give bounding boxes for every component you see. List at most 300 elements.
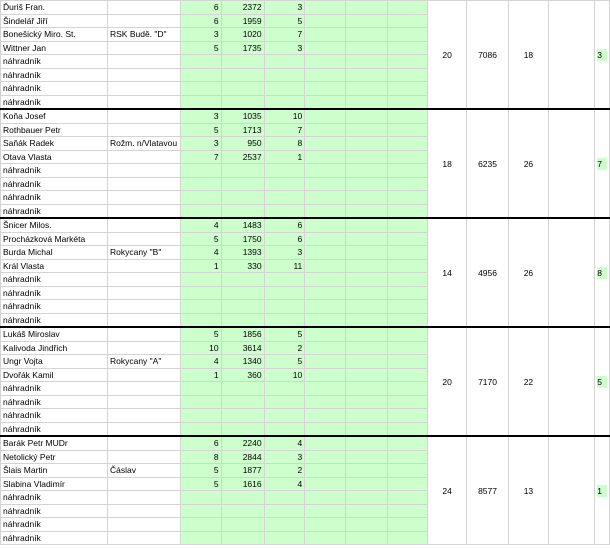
- team-total-count-cell[interactable]: 18: [427, 109, 467, 218]
- score-cell[interactable]: [221, 55, 264, 69]
- place-cell[interactable]: [264, 531, 305, 545]
- score-cell[interactable]: [221, 395, 264, 409]
- empty-green-cell[interactable]: [387, 246, 427, 260]
- team-total-count-cell[interactable]: 20: [427, 1, 467, 110]
- empty-green-cell[interactable]: [387, 368, 427, 382]
- player-name-cell[interactable]: Ďuriš Fran.: [1, 1, 108, 15]
- club-cell[interactable]: [107, 55, 180, 69]
- count-cell[interactable]: [180, 164, 221, 178]
- empty-cell[interactable]: [549, 327, 595, 436]
- team-rank-cell[interactable]: [595, 1, 610, 110]
- score-cell[interactable]: [221, 531, 264, 545]
- score-cell[interactable]: 2537: [221, 150, 264, 164]
- empty-green-cell[interactable]: [346, 123, 387, 137]
- score-cell[interactable]: [221, 518, 264, 532]
- empty-green-cell[interactable]: [346, 150, 387, 164]
- empty-green-cell[interactable]: [346, 28, 387, 42]
- club-cell[interactable]: [107, 1, 180, 15]
- count-cell[interactable]: [180, 504, 221, 518]
- count-cell[interactable]: [180, 395, 221, 409]
- team-total-place-cell[interactable]: 13: [508, 436, 549, 545]
- place-cell[interactable]: [264, 409, 305, 423]
- score-cell[interactable]: [221, 409, 264, 423]
- count-cell[interactable]: 1: [180, 368, 221, 382]
- place-cell[interactable]: 10: [264, 368, 305, 382]
- count-cell[interactable]: 10: [180, 341, 221, 355]
- empty-green-cell[interactable]: [346, 504, 387, 518]
- empty-green-cell[interactable]: [346, 191, 387, 205]
- club-cell[interactable]: [107, 436, 180, 450]
- empty-green-cell[interactable]: [305, 246, 346, 260]
- place-cell[interactable]: [264, 491, 305, 505]
- place-cell[interactable]: 7: [264, 28, 305, 42]
- player-name-cell[interactable]: Slabina Vladimír: [1, 477, 108, 491]
- empty-green-cell[interactable]: [305, 313, 346, 327]
- empty-green-cell[interactable]: [305, 518, 346, 532]
- club-cell[interactable]: [107, 504, 180, 518]
- empty-green-cell[interactable]: [387, 477, 427, 491]
- empty-green-cell[interactable]: [346, 41, 387, 55]
- empty-green-cell[interactable]: [387, 450, 427, 464]
- player-name-cell[interactable]: Lukáš Miroslav: [1, 327, 108, 341]
- team-total-count-cell[interactable]: 20: [427, 327, 467, 436]
- player-name-cell[interactable]: Dvořák Kamil: [1, 368, 108, 382]
- empty-green-cell[interactable]: [387, 531, 427, 545]
- empty-green-cell[interactable]: [346, 341, 387, 355]
- empty-green-cell[interactable]: [346, 436, 387, 450]
- place-cell[interactable]: 7: [264, 123, 305, 137]
- empty-green-cell[interactable]: [346, 14, 387, 28]
- empty-green-cell[interactable]: [346, 395, 387, 409]
- place-cell[interactable]: 8: [264, 137, 305, 151]
- count-cell[interactable]: 3: [180, 137, 221, 151]
- count-cell[interactable]: 8: [180, 450, 221, 464]
- empty-cell[interactable]: [549, 1, 595, 110]
- place-cell[interactable]: [264, 95, 305, 109]
- empty-green-cell[interactable]: [305, 422, 346, 436]
- empty-green-cell[interactable]: [346, 164, 387, 178]
- count-cell[interactable]: 5: [180, 477, 221, 491]
- club-cell[interactable]: [107, 164, 180, 178]
- empty-green-cell[interactable]: [305, 68, 346, 82]
- club-cell[interactable]: [107, 218, 180, 232]
- team-rank-cell[interactable]: [595, 436, 610, 545]
- team-total-count-cell[interactable]: 24: [427, 436, 467, 545]
- player-name-cell[interactable]: Král Vlasta: [1, 259, 108, 273]
- empty-green-cell[interactable]: [387, 300, 427, 314]
- empty-green-cell[interactable]: [305, 382, 346, 396]
- place-cell[interactable]: 5: [264, 355, 305, 369]
- place-cell[interactable]: 4: [264, 436, 305, 450]
- player-name-cell[interactable]: náhradník: [1, 95, 108, 109]
- count-cell[interactable]: [180, 68, 221, 82]
- place-cell[interactable]: 4: [264, 477, 305, 491]
- score-cell[interactable]: 1959: [221, 14, 264, 28]
- score-cell[interactable]: [221, 300, 264, 314]
- count-cell[interactable]: [180, 422, 221, 436]
- count-cell[interactable]: [180, 409, 221, 423]
- count-cell[interactable]: [180, 95, 221, 109]
- place-cell[interactable]: [264, 68, 305, 82]
- empty-cell[interactable]: [549, 218, 595, 327]
- empty-green-cell[interactable]: [387, 68, 427, 82]
- club-cell[interactable]: [107, 450, 180, 464]
- player-name-cell[interactable]: Ungr Vojta: [1, 355, 108, 369]
- count-cell[interactable]: 6: [180, 14, 221, 28]
- empty-green-cell[interactable]: [387, 164, 427, 178]
- player-name-cell[interactable]: náhradník: [1, 491, 108, 505]
- team-total-score-cell[interactable]: 6235: [467, 109, 508, 218]
- club-cell[interactable]: [107, 395, 180, 409]
- team-total-place-cell[interactable]: 26: [508, 218, 549, 327]
- count-cell[interactable]: [180, 204, 221, 218]
- count-cell[interactable]: [180, 382, 221, 396]
- team-total-place-cell[interactable]: 22: [508, 327, 549, 436]
- score-cell[interactable]: 3614: [221, 341, 264, 355]
- empty-green-cell[interactable]: [387, 137, 427, 151]
- score-cell[interactable]: [221, 273, 264, 287]
- score-cell[interactable]: 2240: [221, 436, 264, 450]
- empty-green-cell[interactable]: [346, 368, 387, 382]
- score-cell[interactable]: [221, 95, 264, 109]
- score-cell[interactable]: 1393: [221, 246, 264, 260]
- empty-green-cell[interactable]: [305, 477, 346, 491]
- player-name-cell[interactable]: Barák Petr MUDr: [1, 436, 108, 450]
- score-cell[interactable]: 1735: [221, 41, 264, 55]
- place-cell[interactable]: 3: [264, 1, 305, 15]
- count-cell[interactable]: [180, 286, 221, 300]
- empty-green-cell[interactable]: [305, 150, 346, 164]
- club-cell[interactable]: [107, 518, 180, 532]
- count-cell[interactable]: [180, 491, 221, 505]
- empty-cell[interactable]: [549, 109, 595, 218]
- player-name-cell[interactable]: náhradník: [1, 382, 108, 396]
- empty-green-cell[interactable]: [346, 177, 387, 191]
- place-cell[interactable]: 6: [264, 232, 305, 246]
- place-cell[interactable]: [264, 422, 305, 436]
- count-cell[interactable]: [180, 177, 221, 191]
- count-cell[interactable]: [180, 531, 221, 545]
- empty-green-cell[interactable]: [387, 518, 427, 532]
- club-cell[interactable]: Rokycany "A": [107, 355, 180, 369]
- empty-green-cell[interactable]: [305, 300, 346, 314]
- club-cell[interactable]: [107, 232, 180, 246]
- empty-green-cell[interactable]: [387, 395, 427, 409]
- player-name-cell[interactable]: náhradník: [1, 68, 108, 82]
- place-cell[interactable]: [264, 177, 305, 191]
- count-cell[interactable]: 7: [180, 150, 221, 164]
- club-cell[interactable]: [107, 191, 180, 205]
- score-cell[interactable]: 330: [221, 259, 264, 273]
- player-name-cell[interactable]: Šindelář Jiří: [1, 14, 108, 28]
- empty-green-cell[interactable]: [305, 368, 346, 382]
- club-cell[interactable]: [107, 95, 180, 109]
- count-cell[interactable]: 5: [180, 232, 221, 246]
- empty-green-cell[interactable]: [387, 232, 427, 246]
- empty-green-cell[interactable]: [387, 286, 427, 300]
- club-cell[interactable]: [107, 409, 180, 423]
- club-cell[interactable]: [107, 14, 180, 28]
- empty-green-cell[interactable]: [387, 313, 427, 327]
- player-name-cell[interactable]: Rothbauer Petr: [1, 123, 108, 137]
- place-cell[interactable]: [264, 55, 305, 69]
- empty-green-cell[interactable]: [387, 382, 427, 396]
- empty-green-cell[interactable]: [305, 355, 346, 369]
- score-cell[interactable]: [221, 504, 264, 518]
- place-cell[interactable]: 2: [264, 341, 305, 355]
- empty-green-cell[interactable]: [346, 109, 387, 123]
- player-name-cell[interactable]: náhradník: [1, 300, 108, 314]
- place-cell[interactable]: [264, 164, 305, 178]
- empty-green-cell[interactable]: [305, 436, 346, 450]
- club-cell[interactable]: [107, 382, 180, 396]
- player-name-cell[interactable]: Netolický Petr: [1, 450, 108, 464]
- empty-green-cell[interactable]: [305, 164, 346, 178]
- empty-green-cell[interactable]: [346, 355, 387, 369]
- club-cell[interactable]: [107, 531, 180, 545]
- count-cell[interactable]: [180, 300, 221, 314]
- club-cell[interactable]: [107, 368, 180, 382]
- score-cell[interactable]: 1616: [221, 477, 264, 491]
- place-cell[interactable]: [264, 286, 305, 300]
- count-cell[interactable]: 4: [180, 355, 221, 369]
- empty-green-cell[interactable]: [387, 109, 427, 123]
- score-cell[interactable]: 1877: [221, 464, 264, 478]
- empty-green-cell[interactable]: [346, 232, 387, 246]
- empty-green-cell[interactable]: [387, 259, 427, 273]
- empty-green-cell[interactable]: [305, 82, 346, 96]
- player-name-cell[interactable]: náhradník: [1, 177, 108, 191]
- empty-green-cell[interactable]: [346, 300, 387, 314]
- score-cell[interactable]: [221, 286, 264, 300]
- place-cell[interactable]: [264, 395, 305, 409]
- empty-green-cell[interactable]: [346, 464, 387, 478]
- club-cell[interactable]: RSK Budě. "D": [107, 28, 180, 42]
- club-cell[interactable]: [107, 123, 180, 137]
- score-cell[interactable]: 1713: [221, 123, 264, 137]
- club-cell[interactable]: [107, 259, 180, 273]
- place-cell[interactable]: 5: [264, 327, 305, 341]
- team-rank-cell[interactable]: [595, 327, 610, 436]
- empty-green-cell[interactable]: [387, 218, 427, 232]
- club-cell[interactable]: [107, 150, 180, 164]
- empty-green-cell[interactable]: [346, 273, 387, 287]
- score-cell[interactable]: 1035: [221, 109, 264, 123]
- empty-green-cell[interactable]: [305, 41, 346, 55]
- empty-green-cell[interactable]: [346, 82, 387, 96]
- place-cell[interactable]: 6: [264, 218, 305, 232]
- club-cell[interactable]: [107, 422, 180, 436]
- empty-green-cell[interactable]: [346, 313, 387, 327]
- player-name-cell[interactable]: Saňák Radek: [1, 137, 108, 151]
- empty-green-cell[interactable]: [305, 123, 346, 137]
- count-cell[interactable]: 5: [180, 464, 221, 478]
- place-cell[interactable]: [264, 273, 305, 287]
- empty-green-cell[interactable]: [387, 55, 427, 69]
- empty-green-cell[interactable]: [305, 191, 346, 205]
- empty-green-cell[interactable]: [305, 14, 346, 28]
- empty-green-cell[interactable]: [387, 436, 427, 450]
- empty-green-cell[interactable]: [346, 218, 387, 232]
- club-cell[interactable]: [107, 82, 180, 96]
- place-cell[interactable]: [264, 191, 305, 205]
- empty-green-cell[interactable]: [305, 28, 346, 42]
- player-name-cell[interactable]: Wittner Jan: [1, 41, 108, 55]
- empty-green-cell[interactable]: [387, 41, 427, 55]
- empty-green-cell[interactable]: [346, 491, 387, 505]
- score-cell[interactable]: 950: [221, 137, 264, 151]
- team-total-place-cell[interactable]: 26: [508, 109, 549, 218]
- empty-green-cell[interactable]: [387, 355, 427, 369]
- player-name-cell[interactable]: náhradník: [1, 204, 108, 218]
- place-cell[interactable]: [264, 82, 305, 96]
- player-name-cell[interactable]: náhradník: [1, 55, 108, 69]
- player-name-cell[interactable]: náhradník: [1, 531, 108, 545]
- player-name-cell[interactable]: náhradník: [1, 395, 108, 409]
- empty-green-cell[interactable]: [346, 327, 387, 341]
- score-cell[interactable]: [221, 313, 264, 327]
- count-cell[interactable]: 3: [180, 28, 221, 42]
- count-cell[interactable]: [180, 518, 221, 532]
- club-cell[interactable]: [107, 477, 180, 491]
- team-total-score-cell[interactable]: 4956: [467, 218, 508, 327]
- team-total-score-cell[interactable]: 8577: [467, 436, 508, 545]
- empty-green-cell[interactable]: [387, 409, 427, 423]
- empty-green-cell[interactable]: [305, 259, 346, 273]
- count-cell[interactable]: [180, 191, 221, 205]
- team-rank-cell[interactable]: [595, 218, 610, 327]
- player-name-cell[interactable]: náhradník: [1, 504, 108, 518]
- score-cell[interactable]: 1750: [221, 232, 264, 246]
- score-cell[interactable]: 360: [221, 368, 264, 382]
- place-cell[interactable]: 5: [264, 14, 305, 28]
- count-cell[interactable]: 4: [180, 246, 221, 260]
- empty-green-cell[interactable]: [305, 137, 346, 151]
- team-rank-cell[interactable]: [595, 109, 610, 218]
- score-cell[interactable]: [221, 191, 264, 205]
- count-cell[interactable]: 3: [180, 109, 221, 123]
- player-name-cell[interactable]: náhradník: [1, 286, 108, 300]
- empty-green-cell[interactable]: [305, 218, 346, 232]
- empty-green-cell[interactable]: [346, 518, 387, 532]
- score-cell[interactable]: [221, 164, 264, 178]
- place-cell[interactable]: 2: [264, 464, 305, 478]
- club-cell[interactable]: [107, 341, 180, 355]
- empty-green-cell[interactable]: [305, 409, 346, 423]
- score-cell[interactable]: 1340: [221, 355, 264, 369]
- empty-green-cell[interactable]: [346, 95, 387, 109]
- empty-green-cell[interactable]: [346, 477, 387, 491]
- empty-green-cell[interactable]: [305, 55, 346, 69]
- empty-green-cell[interactable]: [387, 341, 427, 355]
- empty-green-cell[interactable]: [305, 531, 346, 545]
- player-name-cell[interactable]: Procházková Markéta: [1, 232, 108, 246]
- empty-green-cell[interactable]: [305, 1, 346, 15]
- empty-green-cell[interactable]: [387, 422, 427, 436]
- empty-green-cell[interactable]: [387, 491, 427, 505]
- player-name-cell[interactable]: Otava Vlasta: [1, 150, 108, 164]
- score-cell[interactable]: [221, 177, 264, 191]
- count-cell[interactable]: [180, 313, 221, 327]
- empty-green-cell[interactable]: [387, 82, 427, 96]
- player-name-cell[interactable]: Koňa Josef: [1, 109, 108, 123]
- player-name-cell[interactable]: náhradník: [1, 518, 108, 532]
- place-cell[interactable]: 3: [264, 41, 305, 55]
- empty-green-cell[interactable]: [387, 14, 427, 28]
- empty-green-cell[interactable]: [305, 504, 346, 518]
- empty-green-cell[interactable]: [305, 286, 346, 300]
- empty-green-cell[interactable]: [305, 464, 346, 478]
- place-cell[interactable]: [264, 382, 305, 396]
- player-name-cell[interactable]: Šlais Martin: [1, 464, 108, 478]
- empty-green-cell[interactable]: [305, 327, 346, 341]
- empty-green-cell[interactable]: [387, 95, 427, 109]
- empty-green-cell[interactable]: [346, 68, 387, 82]
- club-cell[interactable]: [107, 109, 180, 123]
- empty-green-cell[interactable]: [346, 382, 387, 396]
- count-cell[interactable]: [180, 55, 221, 69]
- score-cell[interactable]: 1020: [221, 28, 264, 42]
- score-cell[interactable]: 2844: [221, 450, 264, 464]
- place-cell[interactable]: 1: [264, 150, 305, 164]
- club-cell[interactable]: [107, 300, 180, 314]
- score-cell[interactable]: [221, 82, 264, 96]
- club-cell[interactable]: [107, 491, 180, 505]
- club-cell[interactable]: [107, 68, 180, 82]
- club-cell[interactable]: [107, 41, 180, 55]
- empty-green-cell[interactable]: [387, 177, 427, 191]
- player-name-cell[interactable]: náhradník: [1, 409, 108, 423]
- player-name-cell[interactable]: náhradník: [1, 164, 108, 178]
- place-cell[interactable]: [264, 300, 305, 314]
- count-cell[interactable]: [180, 273, 221, 287]
- place-cell[interactable]: [264, 518, 305, 532]
- place-cell[interactable]: [264, 313, 305, 327]
- place-cell[interactable]: 3: [264, 450, 305, 464]
- empty-green-cell[interactable]: [387, 28, 427, 42]
- club-cell[interactable]: [107, 313, 180, 327]
- empty-cell[interactable]: [549, 436, 595, 545]
- empty-green-cell[interactable]: [305, 177, 346, 191]
- team-total-place-cell[interactable]: 18: [508, 1, 549, 110]
- empty-green-cell[interactable]: [305, 232, 346, 246]
- empty-green-cell[interactable]: [387, 123, 427, 137]
- club-cell[interactable]: Rožm. n/Vlatavou: [107, 137, 180, 151]
- place-cell[interactable]: [264, 504, 305, 518]
- empty-green-cell[interactable]: [346, 1, 387, 15]
- player-name-cell[interactable]: náhradník: [1, 422, 108, 436]
- empty-green-cell[interactable]: [305, 341, 346, 355]
- count-cell[interactable]: 4: [180, 218, 221, 232]
- score-cell[interactable]: [221, 204, 264, 218]
- club-cell[interactable]: Rokycany "B": [107, 246, 180, 260]
- player-name-cell[interactable]: náhradník: [1, 191, 108, 205]
- empty-green-cell[interactable]: [346, 55, 387, 69]
- score-cell[interactable]: [221, 491, 264, 505]
- count-cell[interactable]: 5: [180, 123, 221, 137]
- empty-green-cell[interactable]: [346, 531, 387, 545]
- empty-green-cell[interactable]: [387, 464, 427, 478]
- player-name-cell[interactable]: náhradník: [1, 273, 108, 287]
- player-name-cell[interactable]: Bonešický Miro. St.: [1, 28, 108, 42]
- score-cell[interactable]: 1483: [221, 218, 264, 232]
- club-cell[interactable]: [107, 273, 180, 287]
- empty-green-cell[interactable]: [346, 137, 387, 151]
- empty-green-cell[interactable]: [346, 422, 387, 436]
- empty-green-cell[interactable]: [387, 327, 427, 341]
- count-cell[interactable]: 6: [180, 436, 221, 450]
- count-cell[interactable]: 1: [180, 259, 221, 273]
